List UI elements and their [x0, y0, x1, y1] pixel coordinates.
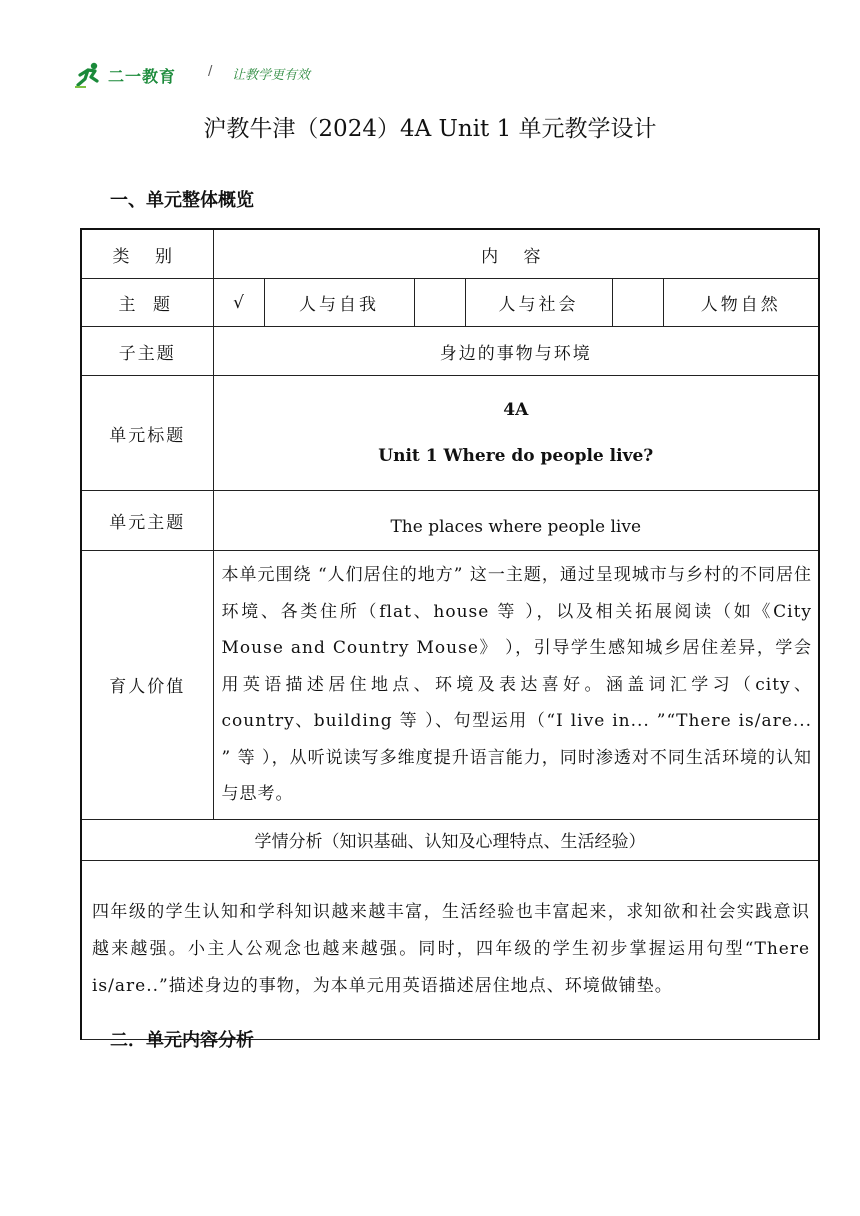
theme-label: 主 题 [81, 279, 213, 327]
theme-option-1: 人与自我 [264, 279, 414, 327]
overview-table [80, 228, 820, 1040]
logo-text: 二一教育 [108, 66, 177, 86]
unit-theme-label: 单元主题 [81, 491, 213, 551]
analysis-row [81, 860, 819, 1039]
header-separator: / [208, 64, 213, 79]
theme-option-3: 人物自然 [663, 279, 819, 327]
educational-value-cell [213, 551, 819, 820]
analysis-text: 四年级的学生认知和学科知识越来越丰富，生活经验也丰富起来，求知欲和社会实践意识越来越强。小主人公观念也越来越强。同时，四年级的学生初步掌握运用句型“There is/are..”描述身边的事物，为本单元用英语描述居住地点、环境做铺垫。 [92, 902, 811, 996]
unit-theme-row [81, 491, 819, 551]
educational-value-row [81, 551, 819, 820]
unit-title-label: 单元标题 [81, 376, 213, 491]
table-header-row [81, 229, 819, 279]
unit-title-row [81, 376, 819, 491]
brand-logo [74, 60, 176, 90]
subtheme-label: 子主题 [81, 327, 213, 376]
unit-title-line2: Unit 1 Where do people live? [378, 446, 654, 466]
subtheme-value: 身边的事物与环境 [213, 327, 819, 376]
unit-theme-value: The places where people live [213, 491, 819, 551]
header-slogan: 让教学更有效 [232, 68, 311, 83]
unit-title-cell [213, 376, 819, 491]
theme-row [81, 279, 819, 327]
theme-check-3 [612, 279, 663, 327]
analysis-cell [81, 860, 819, 1039]
theme-check-2 [414, 279, 465, 327]
header-category: 类 别 [81, 229, 213, 279]
analysis-heading: 学情分析（知识基础、认知及心理特点、生活经验） [81, 819, 819, 860]
theme-option-2: 人与社会 [465, 279, 612, 327]
educational-value-text: 本单元围绕 “人们居住的地方” 这一主题，通过呈现城市与乡村的不同居住环境、各类住所（flat、house 等 ），以及相关拓展阅读（如《City Mouse and Country Mouse》 ），引导学生感知城乡居住差异，学会用英语描述居住地点、环境及表达喜好。涵盖词汇学习（city、country、building 等 ）、句型运用（“I live in... ”“There is/are... ” 等 ），从听说读写多维度提升语言能力，同时渗透对不同生活环境的认知与思考。 [221, 565, 813, 804]
subtheme-row [81, 327, 819, 376]
theme-check-1: √ [213, 279, 264, 327]
unit-title-line1: 4A [503, 400, 529, 420]
document-title: 沪教牛津（2024）4A Unit 1 单元教学设计 [203, 116, 657, 142]
analysis-heading-row [81, 819, 819, 860]
runner-logo-icon [74, 61, 104, 89]
header-content: 内 容 [213, 229, 819, 279]
section-heading-overview: 一、单元整体概览 [110, 190, 254, 211]
educational-value-label: 育人价值 [81, 551, 213, 820]
section-heading-content-analysis: 二．单元内容分析 [110, 1030, 254, 1051]
